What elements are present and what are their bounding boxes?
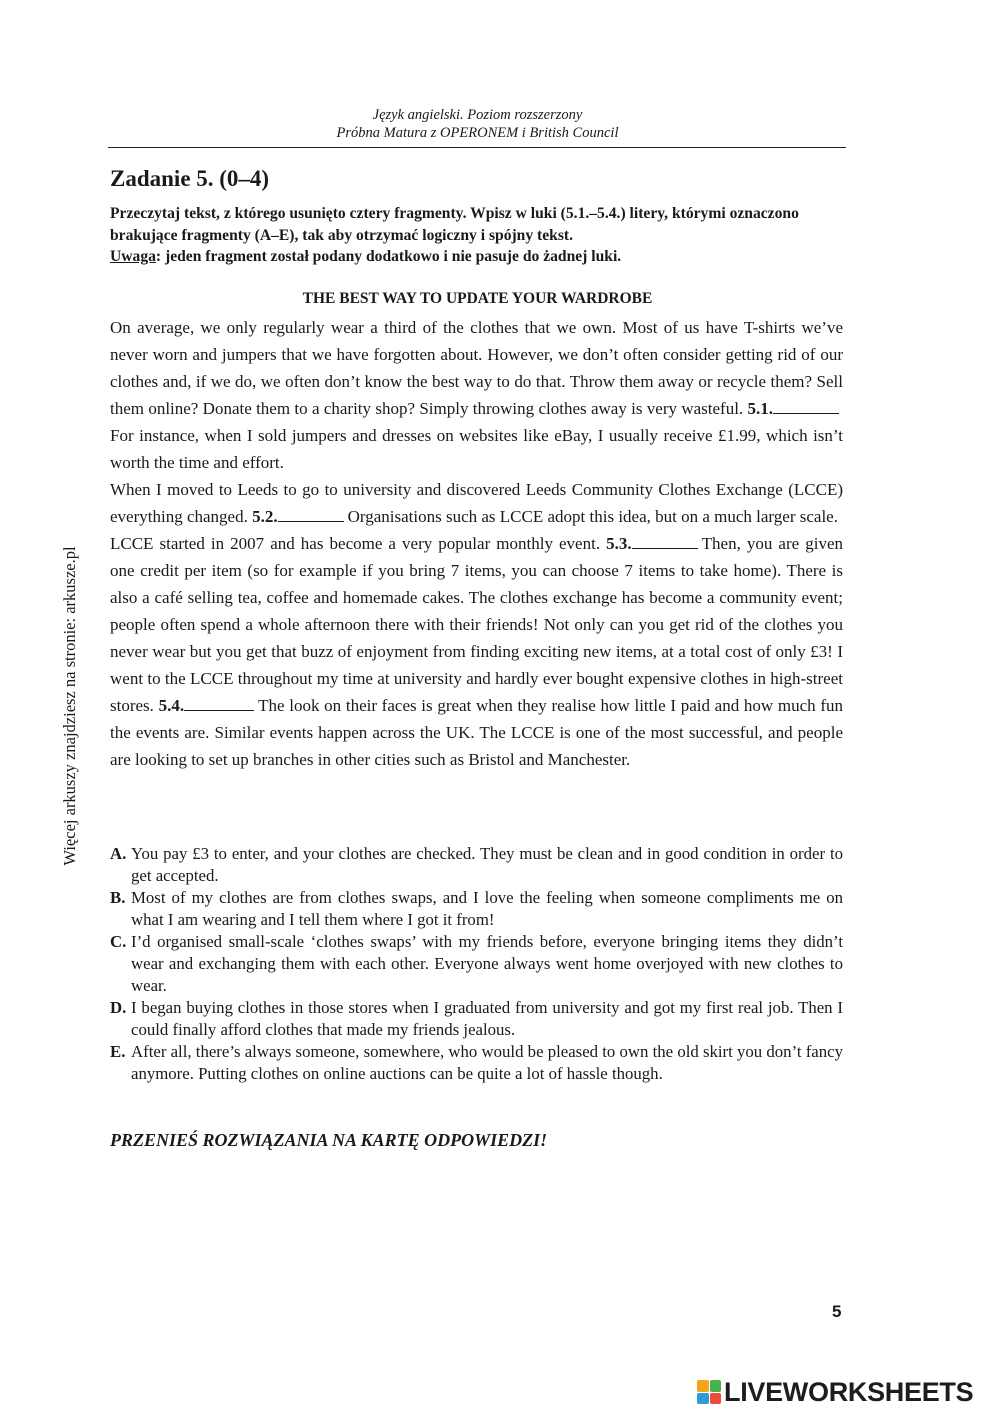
logo-square-2	[710, 1380, 722, 1392]
page-number: 5	[832, 1302, 842, 1321]
option-letter: B.	[110, 888, 126, 907]
paragraph-text: On average, we only regularly wear a third of the clothes that we own. Most of us have T-shirts we’ve never worn and jumpers that we have forgotten about. However, we don’t often consider getting rid of our clothes and, if we do, we often don’t know the best way to do that. Throw them away or recycle them? Sell them online? Donate them to a charity shop? Simply throwing clothes away is very wasteful.	[110, 318, 843, 418]
paragraph-text: Organisations such as LCCE adopt this idea, but on a much larger scale.	[347, 507, 838, 526]
option-letter: D.	[110, 998, 127, 1017]
page-header	[110, 106, 845, 142]
task-title: Zadanie 5. (0–4)	[110, 166, 270, 191]
liveworksheets-logo[interactable]	[697, 1376, 973, 1408]
task-instructions	[110, 203, 845, 268]
article-title: THE BEST WAY TO UPDATE YOUR WARDROBE	[302, 290, 653, 307]
article-paragraph-1	[110, 314, 843, 476]
note-label: Uwaga	[110, 248, 156, 265]
paragraph-text: LCCE started in 2007 and has become a very popular monthly event.	[110, 534, 607, 553]
option-item-d	[110, 997, 843, 1041]
paragraph-text: Then, you are given one credit per item (so for example if you bring 7 items, you can choose 7 items to take home). There is also a café selling tea, coffee and homemade cakes. The clothes exchange has become a community event; people often spend a whole afternoon there with their friends! Not only can you get rid of the clothes you never wear but you get that buzz of enjoyment from finding exciting new items, at a total cost of only £3! I went to the LCCE throughout my time at university and hardly ever bought expensive clothes in high-street stores.	[110, 534, 844, 715]
gap-label-5-1: 5.1.	[747, 399, 773, 418]
header-line-1: Język angielski. Poziom rozszerzony	[372, 107, 583, 123]
gap-label-5-4: 5.4.	[158, 696, 185, 715]
option-item-c	[110, 931, 843, 997]
instruction-text: Przeczytaj tekst, z którego usunięto cztery fragmenty. Wpisz w luki (5.1.–5.4.) litery, którymi oznaczono brakujące fragmenty (A–E), tak aby otrzymać logiczny i spójny tekst.	[110, 205, 799, 244]
option-text: You pay £3 to enter, and your clothes are checked. They must be clean and in good condition in order to get accepted.	[131, 844, 843, 885]
gap-label-5-3: 5.3.	[606, 534, 632, 553]
gap-blank-5-3[interactable]	[632, 532, 698, 549]
paragraph-text: The look on their faces is great when they realise how little I paid and how much fun the events are. Similar events happen across the UK. The LCCE is one of the most successful, and people are looking to set up branches in other cities such as Bristol and Manchester.	[110, 696, 843, 769]
liveworksheets-icon	[697, 1380, 721, 1404]
option-text: I’d organised small-scale ‘clothes swaps’ with my friends before, everyone bringing items they didn’t wear and exchanging them with each other. Everyone always went home overjoyed with new clothes to wear.	[131, 932, 843, 995]
article-body	[110, 314, 843, 773]
gap-label-5-2: 5.2.	[252, 507, 278, 526]
note-text: : jeden fragment został podany dodatkowo i nie pasuje do żadnej luki.	[155, 248, 622, 265]
article-paragraph-3	[110, 530, 843, 773]
gap-blank-5-1[interactable]	[773, 397, 839, 414]
paragraph-text: For instance, when I sold jumpers and dresses on websites like eBay, I usually receive £1.99, which isn’t worth the time and effort.	[110, 426, 843, 472]
header-divider	[108, 147, 846, 148]
options-list	[110, 843, 843, 1085]
option-letter: E.	[110, 1042, 126, 1061]
gap-blank-5-2[interactable]	[278, 505, 344, 522]
header-line-2: Próbna Matura z OPERONEM i British Council	[336, 125, 619, 141]
article-paragraph-2	[110, 476, 843, 530]
side-watermark-text: Więcej arkuszy znajdziesz na stronie: arkusze.pl	[60, 546, 79, 866]
logo-square-3	[697, 1393, 709, 1405]
option-item-e	[110, 1041, 843, 1085]
option-text: After all, there’s always someone, somewhere, who would be pleased to own the old skirt you don’t fancy anymore. Putting clothes on online auctions can be quite a lot of hassle though.	[131, 1042, 843, 1083]
logo-square-4	[710, 1393, 722, 1405]
option-item-b	[110, 887, 843, 931]
option-text: I began buying clothes in those stores when I graduated from university and got my first real job. Then I could finally afford clothes that made my friends jealous.	[131, 998, 843, 1039]
transfer-answers-note: PRZENIEŚ ROZWIĄZANIA NA KARTĘ ODPOWIEDZI!	[110, 1130, 548, 1150]
liveworksheets-wordmark: LIVEWORKSHEETS	[724, 1376, 974, 1407]
logo-square-1	[697, 1380, 709, 1392]
option-item-a	[110, 843, 843, 887]
option-letter: C.	[110, 932, 127, 951]
paragraph-text: When I moved to Leeds to go to university and discovered Leeds Community Clothes Exchange (LCCE) everything changed.	[110, 480, 843, 526]
option-text: Most of my clothes are from clothes swaps, and I love the feeling when someone compliments me on what I am wearing and I tell them where I got it from!	[131, 888, 843, 929]
option-letter: A.	[110, 844, 127, 863]
gap-blank-5-4[interactable]	[184, 694, 254, 711]
